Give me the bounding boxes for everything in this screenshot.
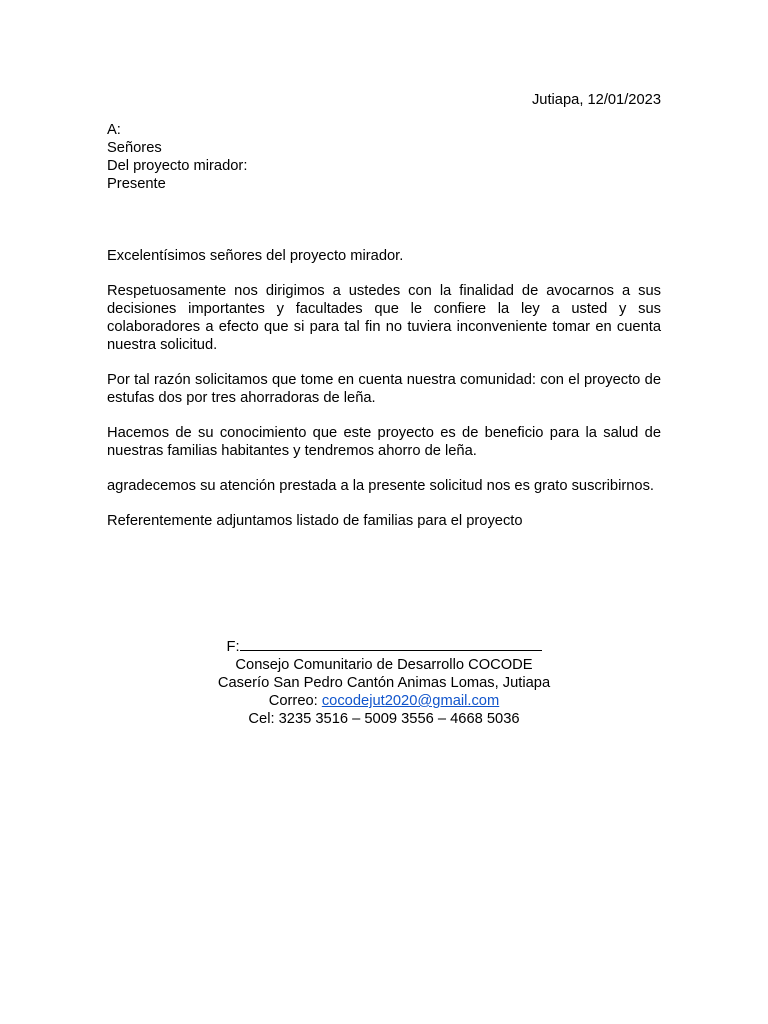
body-paragraph-2: Por tal razón solicitamos que tome en cuenta nuestra comunidad: con el proyecto de estufas dos por tres ahorradoras de leña.: [107, 372, 661, 406]
body-paragraph-4: agradecemos su atención prestada a la presente solicitud nos es grato suscribirnos.: [107, 478, 655, 494]
addressee-line-presente: Presente: [107, 176, 166, 192]
signature-block: [107, 638, 661, 728]
addressee-line-to: A:: [107, 122, 121, 138]
signature-underline: [240, 638, 542, 651]
signature-email-row: [107, 692, 661, 710]
letter-body: [107, 247, 661, 547]
signature-org: Consejo Comunitario de Desarrollo COCODE: [235, 657, 533, 673]
addressee-line-senores: Señores: [107, 140, 162, 156]
body-paragraph-1: Respetuosamente nos dirigimos a ustedes con la finalidad de avocarnos a sus decisiones importantes y facultades que le confiere la ley a usted y sus colaboradores a efecto que si para tal fin no tuviera inconveniente tomar en cuenta nuestra solicitud.: [107, 283, 661, 353]
body-paragraph-3: Hacemos de su conocimiento que este proyecto es de beneficio para la salud de nuestras familias habitantes y tendremos ahorro de leña.: [107, 425, 661, 459]
signature-phone: Cel: 3235 3516 – 5009 3556 – 4668 5036: [248, 711, 520, 727]
body-paragraph-5: Referentemente adjuntamos listado de familias para el proyecto: [107, 513, 523, 529]
addressee-block: [107, 121, 661, 193]
signature-label: F:: [226, 639, 240, 655]
signature-address: Caserío San Pedro Cantón Animas Lomas, Jutiapa: [217, 675, 551, 691]
addressee-line-project: Del proyecto mirador:: [107, 158, 248, 174]
letter-date: Jutiapa, 12/01/2023: [531, 92, 661, 108]
email-link[interactable]: cocodejut2020@gmail.com: [321, 693, 500, 709]
signature-line: [107, 638, 661, 656]
greeting-paragraph: Excelentísimos señores del proyecto mirador.: [107, 248, 404, 264]
signature-email-label: Correo:: [268, 693, 322, 709]
